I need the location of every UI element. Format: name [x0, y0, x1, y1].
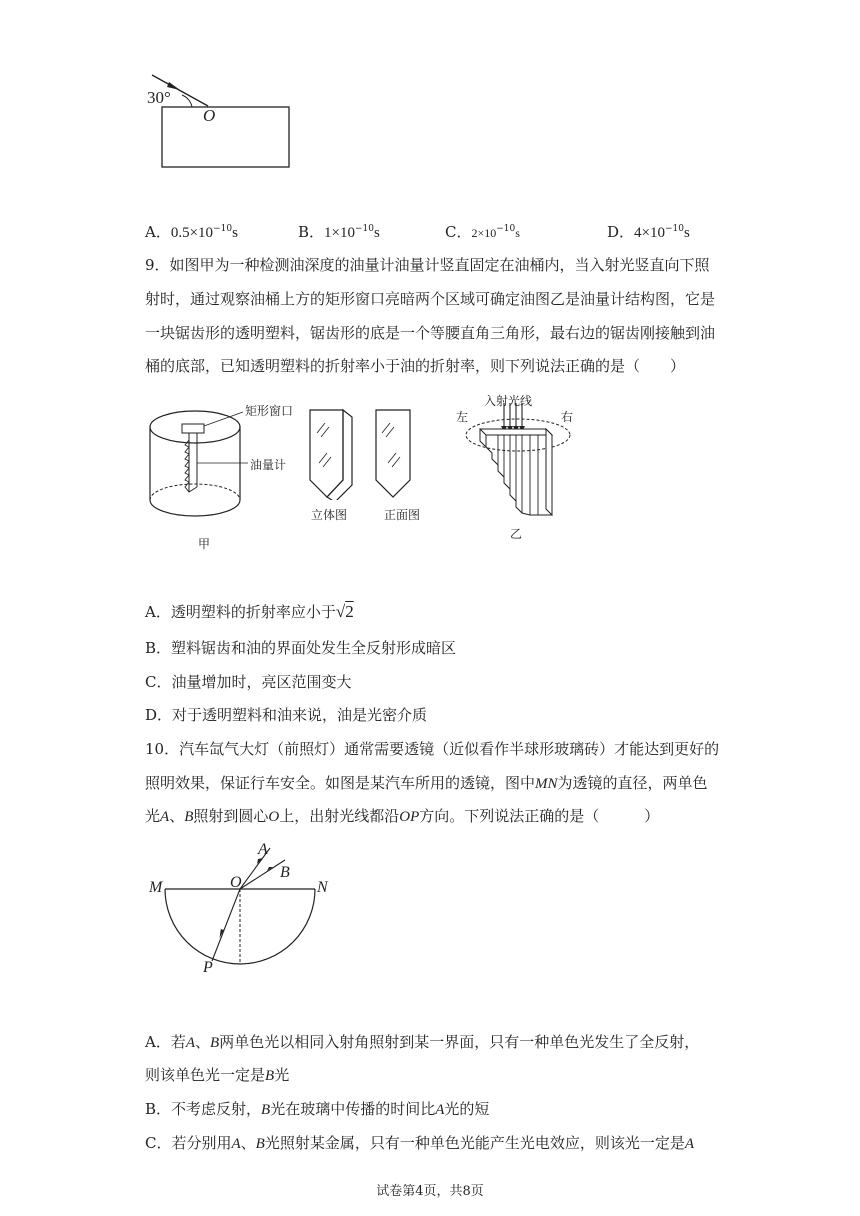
q8-choice-c: C．$2\times 10^{-10}s$: [445, 223, 520, 241]
q10-line-2: 照明效果，保证行车安全。如图是某汽车所用的透镜，图中MN为透镜的直径，两单色: [145, 774, 708, 792]
q8-choice-b: B．$1\times 10^{-10}s$: [298, 223, 380, 241]
front-view-figure: [372, 405, 417, 500]
yi-label: 乙: [510, 527, 523, 541]
label-a: A: [258, 841, 268, 858]
q9-line-4: 桶的底部，已知透明塑料的折射率小于油的折射率，则下列说法正确的是（ ）: [145, 357, 686, 375]
gauge-label: 油量计: [250, 458, 287, 472]
point-o-label: O: [203, 106, 216, 125]
q9-option-a: A．透明塑料的折射率应小于√2: [145, 602, 354, 621]
label-m: M: [149, 879, 163, 896]
solid-view-figure: [305, 405, 360, 500]
hemisphere-lens-figure: [145, 840, 345, 980]
q9-option-c: C．油量增加时，亮区范围变大: [145, 673, 352, 691]
refraction-block-figure: [140, 70, 300, 170]
q9-option-d: D．对于透明塑料和油来说，油是光密介质: [145, 706, 428, 724]
q10-option-c: C．若分别用A、B光照射某金属，只有一种单色光能产生光电效应，则该光一定是A: [145, 1134, 695, 1152]
page-footer: 试卷第4页，共8页: [376, 1184, 484, 1199]
q9-line-3: 一块锯齿形的透明塑料，锯齿形的底是一个等腰直角三角形，最右边的锯齿刚接触到油: [145, 324, 716, 342]
label-p: P: [203, 959, 213, 976]
label-o: O: [230, 874, 242, 891]
q8-choice-a: A．$0.5\times 10^{-10}s$: [145, 223, 238, 241]
front-view-label: 正面图: [384, 508, 421, 522]
solid-view-label: 立体图: [311, 508, 348, 522]
window-label: 矩形窗口: [245, 404, 294, 418]
q9-line-1: 9．如图甲为一种检测油深度的油量计油量计竖直固定在油桶内，当入射光竖直向下照: [145, 256, 710, 274]
q10-option-a-line-1: A．若A、B两单色光以相同入射角照射到某一界面，只有一种单色光发生了全反射，: [145, 1033, 700, 1051]
incident-ray-label: 入射光线: [484, 394, 533, 408]
label-n: N: [317, 879, 328, 896]
q9-line-2: 射时，通过观察油桶上方的矩形窗口亮暗两个区域可确定油图乙是油量计结构图，它是: [145, 290, 716, 308]
left-label: 左: [456, 410, 469, 424]
q10-option-a-line-2: 则该单色光一定是B光: [145, 1066, 290, 1084]
right-label: 右: [561, 410, 574, 424]
angle-label: 30°: [147, 88, 171, 107]
q9-option-b: B．塑料锯齿和油的界面处发生全反射形成暗区: [145, 639, 457, 657]
q10-line-1: 10．汽车氙气大灯（前照灯）通常需要透镜（近似看作半球形玻璃砖）才能达到更好的: [145, 740, 720, 758]
q8-choice-d: D．$4\times 10^{-10}s$: [607, 223, 690, 241]
q10-option-b: B．不考虑反射，B光在玻璃中传播的时间比A光的短: [145, 1100, 490, 1118]
jia-label: 甲: [198, 537, 211, 551]
label-b: B: [280, 864, 290, 881]
q10-line-3: 光A、B照射到圆心O上，出射光线都沿OP方向。下列说法正确的是（ ）: [145, 807, 660, 825]
